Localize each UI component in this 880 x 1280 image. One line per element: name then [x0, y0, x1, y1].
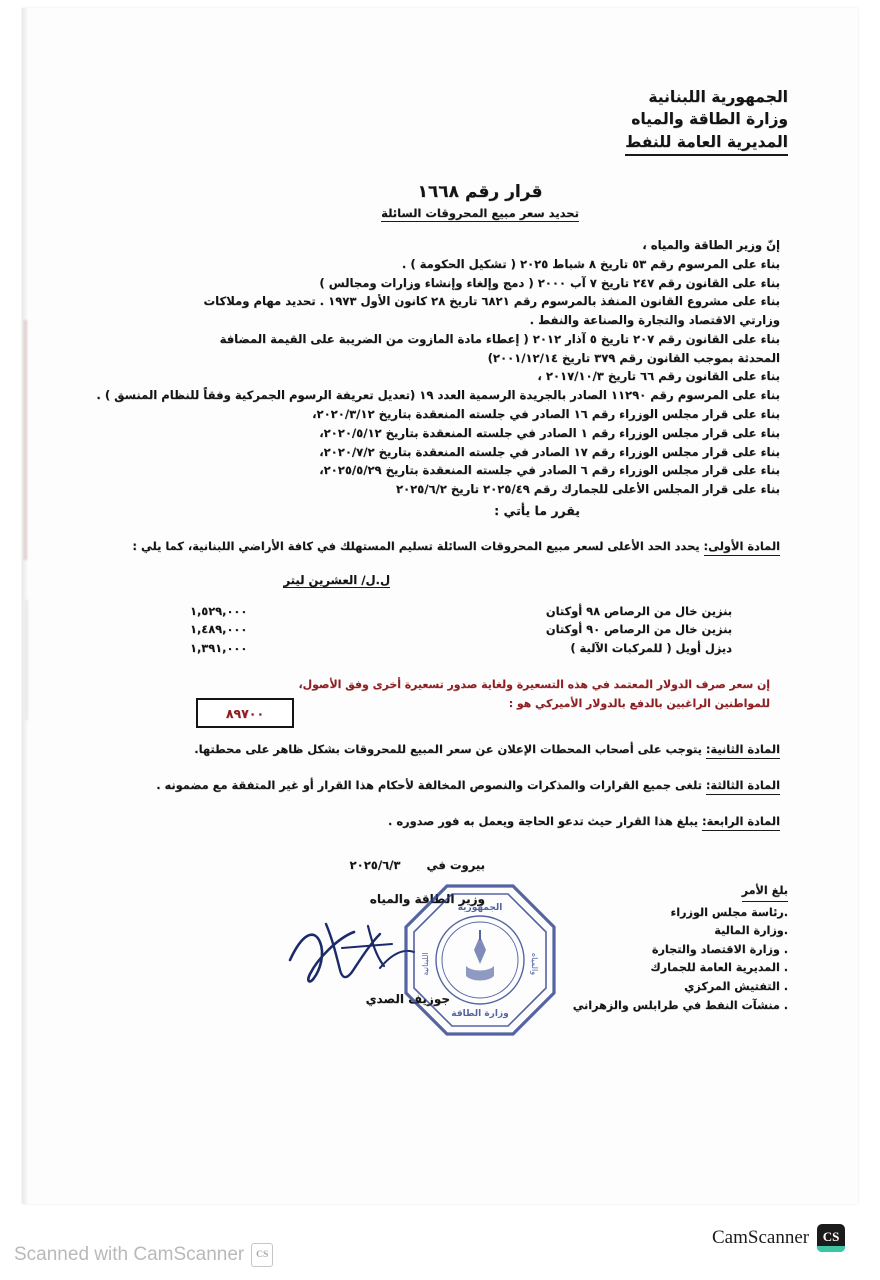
- distribution-item: . المديرية العامة للجمارك: [650, 961, 788, 975]
- distribution-item: .رئاسة مجلس الوزراء: [670, 905, 788, 919]
- place-and-date: [350, 858, 485, 872]
- article-two: [90, 740, 780, 759]
- camscanner-logo-bar: [817, 1246, 845, 1252]
- article-four: [90, 812, 780, 831]
- article-one: [90, 537, 780, 556]
- camscanner-brand: [712, 1224, 845, 1252]
- price-product-name: بنزين خال من الرصاص ٩٨ أوكتان: [545, 604, 732, 618]
- exchange-rate-value: ٨٩٧٠٠: [225, 705, 265, 721]
- official-stamp: [400, 880, 560, 1040]
- svg-text:وزارة الطاقة: وزارة الطاقة: [451, 1009, 509, 1019]
- svg-text:والمياه: والمياه: [530, 952, 539, 976]
- preamble-line: بناء على القانون رقم ٢٠٧ تاريخ ٥ آذار ٢٠١٢ ( إعطاء مادة المازوت من الضريبة على القيمة المضافة: [219, 331, 780, 346]
- preamble-line: بناء على المرسوم رقم ١١٢٩٠ الصادر بالجريدة الرسمية العدد ١٩ (تعديل تعريفة الرسوم الجمركية وفقاً للنظام المنسق ) .: [96, 388, 780, 403]
- article-four-label: المادة الرابعة:: [702, 812, 780, 831]
- preamble-opening: إنّ وزير الطاقة والمياه ،: [642, 238, 780, 252]
- article-three: [90, 776, 780, 795]
- preamble-line: بناء على قرار المجلس الأعلى للجمارك رقم ٢٠٢٥/٤٩ تاريخ ٢٠٢٥/٦/٢: [395, 482, 780, 497]
- decision-title-block: [370, 182, 590, 222]
- decides-heading: يقرر ما يأتي :: [494, 503, 580, 518]
- article-three-text: تلغى جميع القرارات والمذكرات والنصوص المخالفة لأحكام هذا القرار أو غير المتفقة مع مضمونه .: [156, 778, 706, 792]
- preamble-line: بناء على القانون رقم ٢٤٧ تاريخ ٧ آب ٢٠٠٠ ( دمج وإلغاء وإنشاء وزارات ومجالس ): [319, 275, 780, 290]
- header-line-ministry: وزارة الطاقة والمياه: [631, 110, 788, 129]
- price-value: ١,٥٢٩,٠٠٠: [190, 604, 248, 618]
- article-one-label: المادة الأولى:: [704, 537, 780, 556]
- article-one-text: يحدد الحد الأعلى لسعر مبيع المحروقات السائلة تسليم المستهلك في كافة الأراضي اللبنانية، كما يلي :: [132, 539, 704, 553]
- camscanner-logo-icon: [817, 1224, 845, 1252]
- camscanner-watermark-icon: CS: [251, 1243, 273, 1267]
- price-value: ١,٣٩١,٠٠٠: [190, 640, 248, 655]
- distribution-item: . منشآت النفط في طرابلس والزهراني: [572, 998, 788, 1012]
- article-two-label: المادة الثانية:: [706, 740, 780, 759]
- exchange-rate-note-line: للمواطنين الراغبين بالدفع بالدولار الأميركي هو :: [508, 696, 770, 710]
- article-two-text: يتوجب على أصحاب المحطات الإعلان عن سعر المبيع للمحروقات بشكل ظاهر على محطتها.: [194, 742, 706, 756]
- price-unit-header: [283, 573, 390, 588]
- preamble-line: بناء على قرار مجلس الوزراء رقم ١٧ الصادر في جلسته المنعقدة بتاريخ ٢٠٢٠/٧/٢،: [319, 444, 780, 459]
- signature-date: ٢٠٢٥/٦/٣: [349, 858, 401, 872]
- camscanner-watermark: [14, 1243, 273, 1267]
- preamble-line: المحدثة بموجب القانون رقم ٣٧٩ تاريخ ٢٠٠١/١٢/١٤): [487, 350, 780, 365]
- preamble-block: [96, 236, 780, 499]
- svg-text:الجمهورية: الجمهورية: [457, 903, 503, 913]
- preamble-line: بناء على المرسوم رقم ٥٣ تاريخ ٨ شباط ٢٠٢٥ ( تشكيل الحكومة ) .: [401, 256, 780, 271]
- distribution-item: . وزارة الاقتصاد والتجارة: [651, 942, 788, 956]
- preamble-line: بناء على القانون رقم ٦٦ تاريخ ٢٠١٧/١٠/٣ ،: [537, 369, 780, 384]
- distribution-list: [573, 882, 788, 1015]
- minister-title: وزير الطاقة والمياه: [369, 892, 485, 906]
- article-four-text: يبلغ هذا القرار حيث تدعو الحاجة ويعمل به فور صدوره .: [388, 814, 703, 828]
- price-value-column: [190, 602, 310, 657]
- preamble-line: بناء على قرار مجلس الوزراء رقم ٦ الصادر في جلسته المنعقدة بتاريخ ٢٠٢٥/٥/٢٩،: [319, 463, 780, 478]
- camscanner-watermark-text: Scanned with CamScanner: [14, 1244, 245, 1265]
- preamble-line: بناء على قرار مجلس الوزراء رقم ١ الصادر في جلسته المنعقدة بتاريخ ٢٠٢٠/٥/١٢،: [319, 425, 780, 440]
- header-line-directorate: المديرية العامة للنفط: [625, 131, 788, 156]
- scan-artifact-red-streak: [24, 320, 27, 560]
- distribution-heading: بلغ الأمر: [742, 882, 788, 902]
- distribution-item: . التفتيش المركزي: [684, 979, 788, 993]
- article-three-label: المادة الثالثة:: [706, 776, 780, 795]
- place-label: بيروت في: [426, 858, 485, 872]
- preamble-line: بناء على قرار مجلس الوزراء رقم ١٦ الصادر في جلسته المنعقدة بتاريخ ٢٠٢٠/٣/١٢،: [312, 407, 780, 422]
- preamble-line: وزارتي الاقتصاد والتجارة والصناعة والنفط .: [529, 313, 780, 328]
- distribution-item: .وزارة المالية: [714, 924, 788, 938]
- svg-text:اللبنانية: اللبنانية: [421, 952, 430, 976]
- header-line-republic: الجمهورية اللبنانية: [648, 88, 788, 106]
- price-unit-header-text: ل.ل/ العشرين ليتر: [283, 573, 390, 587]
- exchange-rate-box: [196, 698, 294, 728]
- scan-artifact-gray-streak: [26, 600, 28, 720]
- price-product-column: [546, 602, 732, 657]
- camscanner-logo-text: CS: [822, 1228, 840, 1244]
- price-product-name: بنزين خال من الرصاص ٩٠ أوكتان: [545, 622, 732, 637]
- decision-number-title: قرار رقم ١٦٦٨: [417, 182, 543, 202]
- price-value: ١,٤٨٩,٠٠٠: [190, 622, 248, 637]
- exchange-rate-note-line: إن سعر صرف الدولار المعتمد في هذه التسعيرة ولغاية صدور تسعيرة أخرى وفق الأصول،: [298, 678, 770, 691]
- preamble-line: بناء على مشروع القانون المنفذ بالمرسوم رقم ٦٨٢١ تاريخ ٢٨ كانون الأول ١٩٧٣ . تحديد مهام وملاكات: [203, 294, 780, 309]
- price-product-name: ديزل أويل ( للمركبات الآلية ): [570, 640, 732, 655]
- camscanner-brand-name: CamScanner: [712, 1227, 810, 1248]
- minister-name: جوزيف الصدي: [365, 992, 450, 1006]
- decision-subtitle: تحديد سعر مبيع المحروقات السائلة: [381, 206, 579, 220]
- document-header: [625, 86, 788, 156]
